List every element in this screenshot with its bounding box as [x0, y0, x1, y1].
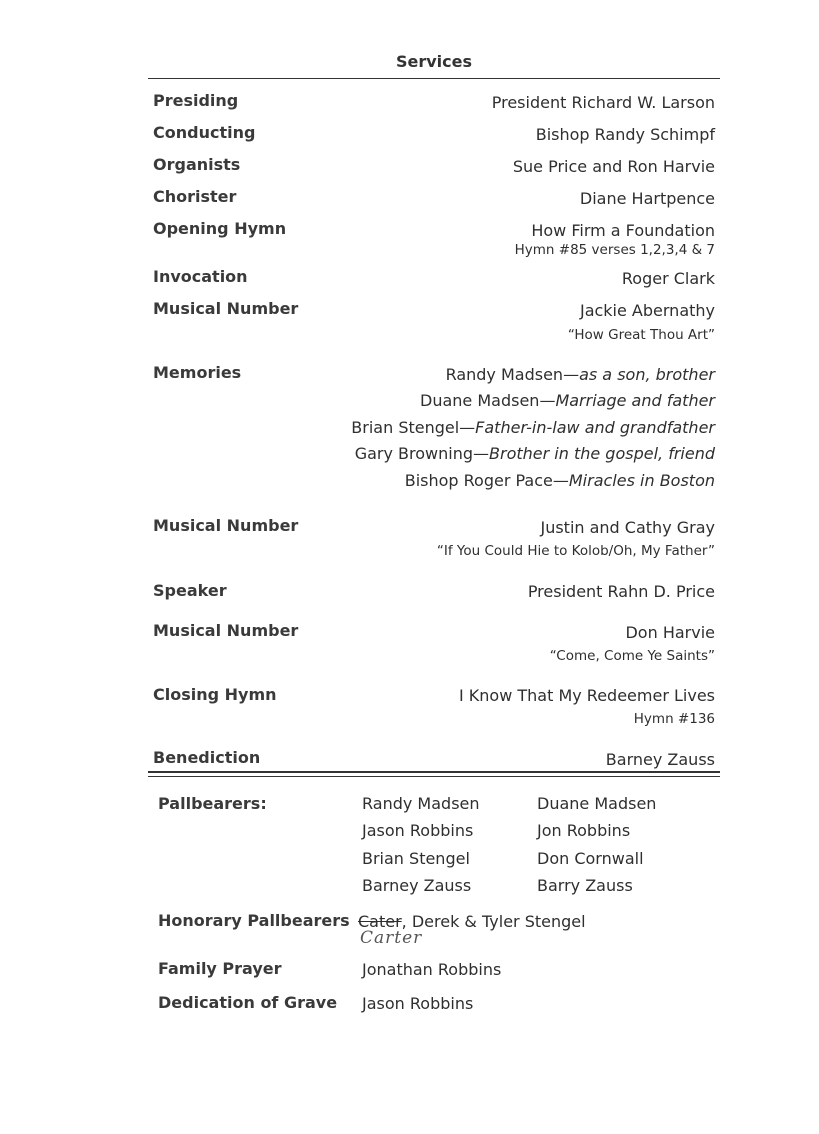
struck-name: Cater	[358, 912, 402, 931]
pallbearer-name: Barney Zauss	[362, 876, 472, 895]
memory-line	[405, 471, 715, 490]
pallbearer-name: Jason Robbins	[362, 821, 474, 840]
program-value: How Firm a Foundation	[531, 221, 715, 240]
program-subtext: “Come, Come Ye Saints”	[549, 648, 715, 664]
program-label: Opening Hymn	[153, 219, 287, 238]
program-value: Jackie Abernathy	[579, 301, 715, 320]
memory-line	[355, 444, 715, 463]
memory-topic: Father-in-law and grandfather	[475, 418, 715, 437]
program-value: Roger Clark	[621, 269, 715, 288]
program-label: Benediction	[153, 748, 261, 767]
program-label: Musical Number	[153, 516, 299, 535]
page-title: Services	[395, 52, 473, 71]
honorary-names: , Derek & Tyler Stengel	[401, 912, 586, 931]
program-value: I Know That My Redeemer Lives	[458, 686, 715, 705]
pallbearer-name: Barry Zauss	[537, 876, 633, 895]
memory-topic: as a son, brother	[579, 365, 715, 384]
section-divider-bottom	[148, 776, 720, 777]
pallbearer-name: Duane Madsen	[537, 794, 657, 813]
pallbearers-label: Pallbearers:	[158, 794, 267, 813]
program-label: Speaker	[153, 581, 227, 600]
pallbearer-name: Jon Robbins	[537, 821, 631, 840]
program-value: President Rahn D. Price	[527, 582, 715, 601]
program-label: Musical Number	[153, 299, 299, 318]
memory-speaker: Bishop Roger Pace—	[404, 471, 569, 490]
memory-speaker: Duane Madsen—	[420, 391, 556, 410]
program-subtext: Hymn #136	[633, 711, 715, 727]
program-label: Chorister	[153, 187, 237, 206]
dedication-value: Jason Robbins	[362, 994, 474, 1013]
program-value: Bishop Randy Schimpf	[535, 125, 715, 144]
program-label: Organists	[153, 155, 241, 174]
pallbearer-name: Brian Stengel	[362, 849, 470, 868]
program-label: Memories	[153, 363, 242, 382]
program-value: Diane Hartpence	[579, 189, 715, 208]
program-value: Justin and Cathy Gray	[540, 518, 715, 537]
program-value: Sue Price and Ron Harvie	[512, 157, 715, 176]
program-label: Conducting	[153, 123, 256, 142]
dedication-label: Dedication of Grave	[158, 993, 338, 1012]
memory-speaker: Brian Stengel—	[351, 418, 476, 437]
program-value: Barney Zauss	[605, 750, 715, 769]
memory-line	[420, 391, 715, 410]
memory-speaker: Gary Browning—	[354, 444, 490, 463]
memory-line	[446, 365, 715, 384]
program-value: Don Harvie	[625, 623, 715, 642]
program-subtext: “How Great Thou Art”	[567, 327, 715, 343]
program-label: Presiding	[153, 91, 239, 110]
pallbearer-name: Don Cornwall	[537, 849, 644, 868]
program-subtext: Hymn #85 verses 1,2,3,4 & 7	[514, 242, 715, 258]
memory-topic: Miracles in Boston	[568, 471, 715, 490]
program-subtext: “If You Could Hie to Kolob/Oh, My Father”	[436, 543, 715, 559]
memory-topic: Marriage and father	[555, 391, 715, 410]
family-prayer-label: Family Prayer	[158, 959, 282, 978]
program-label: Musical Number	[153, 621, 299, 640]
handwritten-correction: Carter	[360, 928, 423, 948]
memory-line	[351, 418, 715, 437]
memory-speaker: Randy Madsen—	[445, 365, 580, 384]
program-value: President Richard W. Larson	[491, 93, 715, 112]
honorary-pallbearers-label: Honorary Pallbearers	[158, 911, 350, 930]
title-divider	[148, 78, 720, 79]
program-label: Closing Hymn	[153, 685, 277, 704]
program-label: Invocation	[153, 267, 248, 286]
section-divider-top	[148, 771, 720, 773]
memory-topic: Brother in the gospel, friend	[489, 444, 715, 463]
family-prayer-value: Jonathan Robbins	[362, 960, 502, 979]
pallbearer-name: Randy Madsen	[362, 794, 480, 813]
